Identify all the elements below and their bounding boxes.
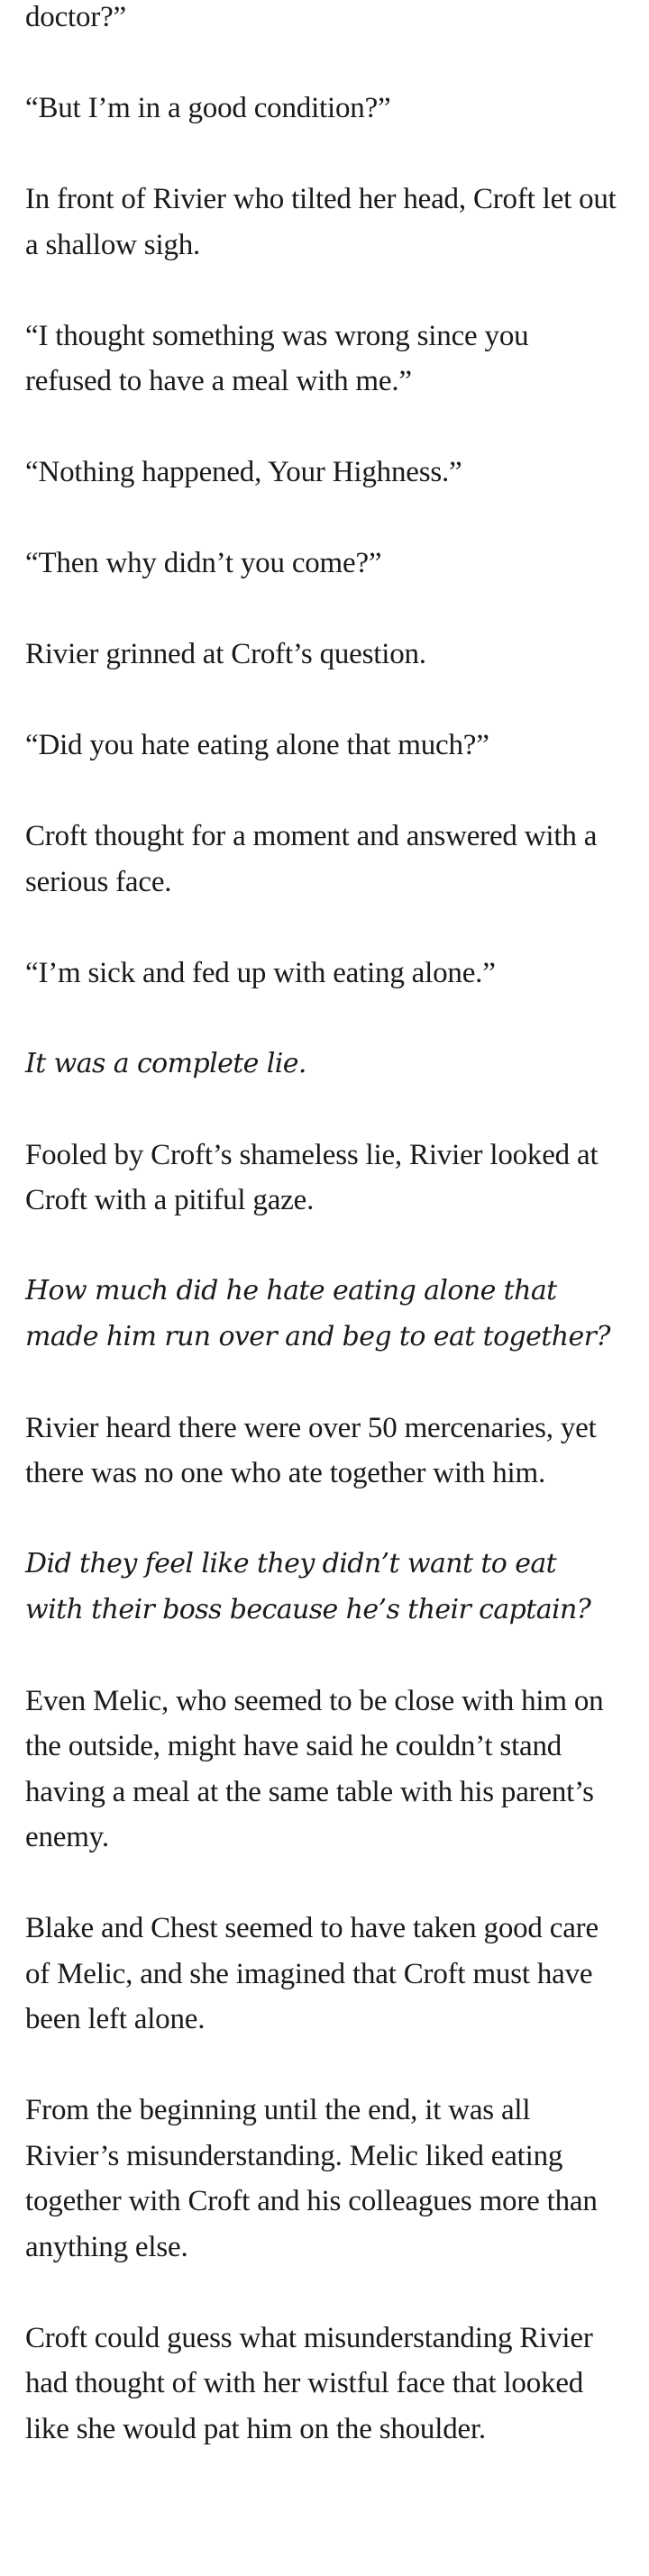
story-text <box>25 0 620 2498</box>
paragraph: Rivier heard there were over 50 mercenaries, yet there was no one who ate together with him. <box>25 1411 597 1489</box>
italic-thought: Did they feel like they didn’t want to eat with their boss because he’s their captain? <box>25 1548 591 1625</box>
paragraph: In front of Rivier who tilted her head, Croft let out a shallow sigh. <box>25 183 617 261</box>
paragraph: “Then why didn’t you come?” <box>25 547 382 579</box>
paragraph: Rivier grinned at Croft’s question. <box>25 638 426 670</box>
paragraph: “Did you hate eating alone that much?” <box>25 729 489 761</box>
paragraph: From the beginning until the end, it was all Rivier’s misunderstanding. Melic liked eating together with Croft and his colleagues more than anything else. <box>25 2094 598 2263</box>
paragraph: doctor?” <box>25 1 126 33</box>
paragraph: “But I’m in a good condition?” <box>25 92 391 124</box>
italic-thought: How much did he hate eating alone that made him run over and beg to eat together? <box>25 1275 610 1352</box>
paragraph: Croft could guess what misunderstanding Rivier had thought of with her wistful face that looked like she would pat him on the shoulder. <box>25 2321 593 2445</box>
paragraph: “I’m sick and fed up with eating alone.” <box>25 956 496 989</box>
paragraph: Even Melic, who seemed to be close with him on the outside, might have said he couldn’t stand having a meal at the same table with his parent’s enemy. <box>25 1684 604 1853</box>
italic-thought: It was a complete lie. <box>25 1047 306 1079</box>
paragraph: “I thought something was wrong since you refused to have a meal with me.” <box>25 319 529 397</box>
paragraph: Fooled by Croft’s shameless lie, Rivier looked at Croft with a pitiful gaze. <box>25 1138 599 1216</box>
paragraph: Croft thought for a moment and answered with a serious face. <box>25 820 598 898</box>
paragraph: Blake and Chest seemed to have taken good care of Melic, and she imagined that Croft must have been left alone. <box>25 1912 599 2035</box>
paragraph: “Nothing happened, Your Highness.” <box>25 456 462 488</box>
